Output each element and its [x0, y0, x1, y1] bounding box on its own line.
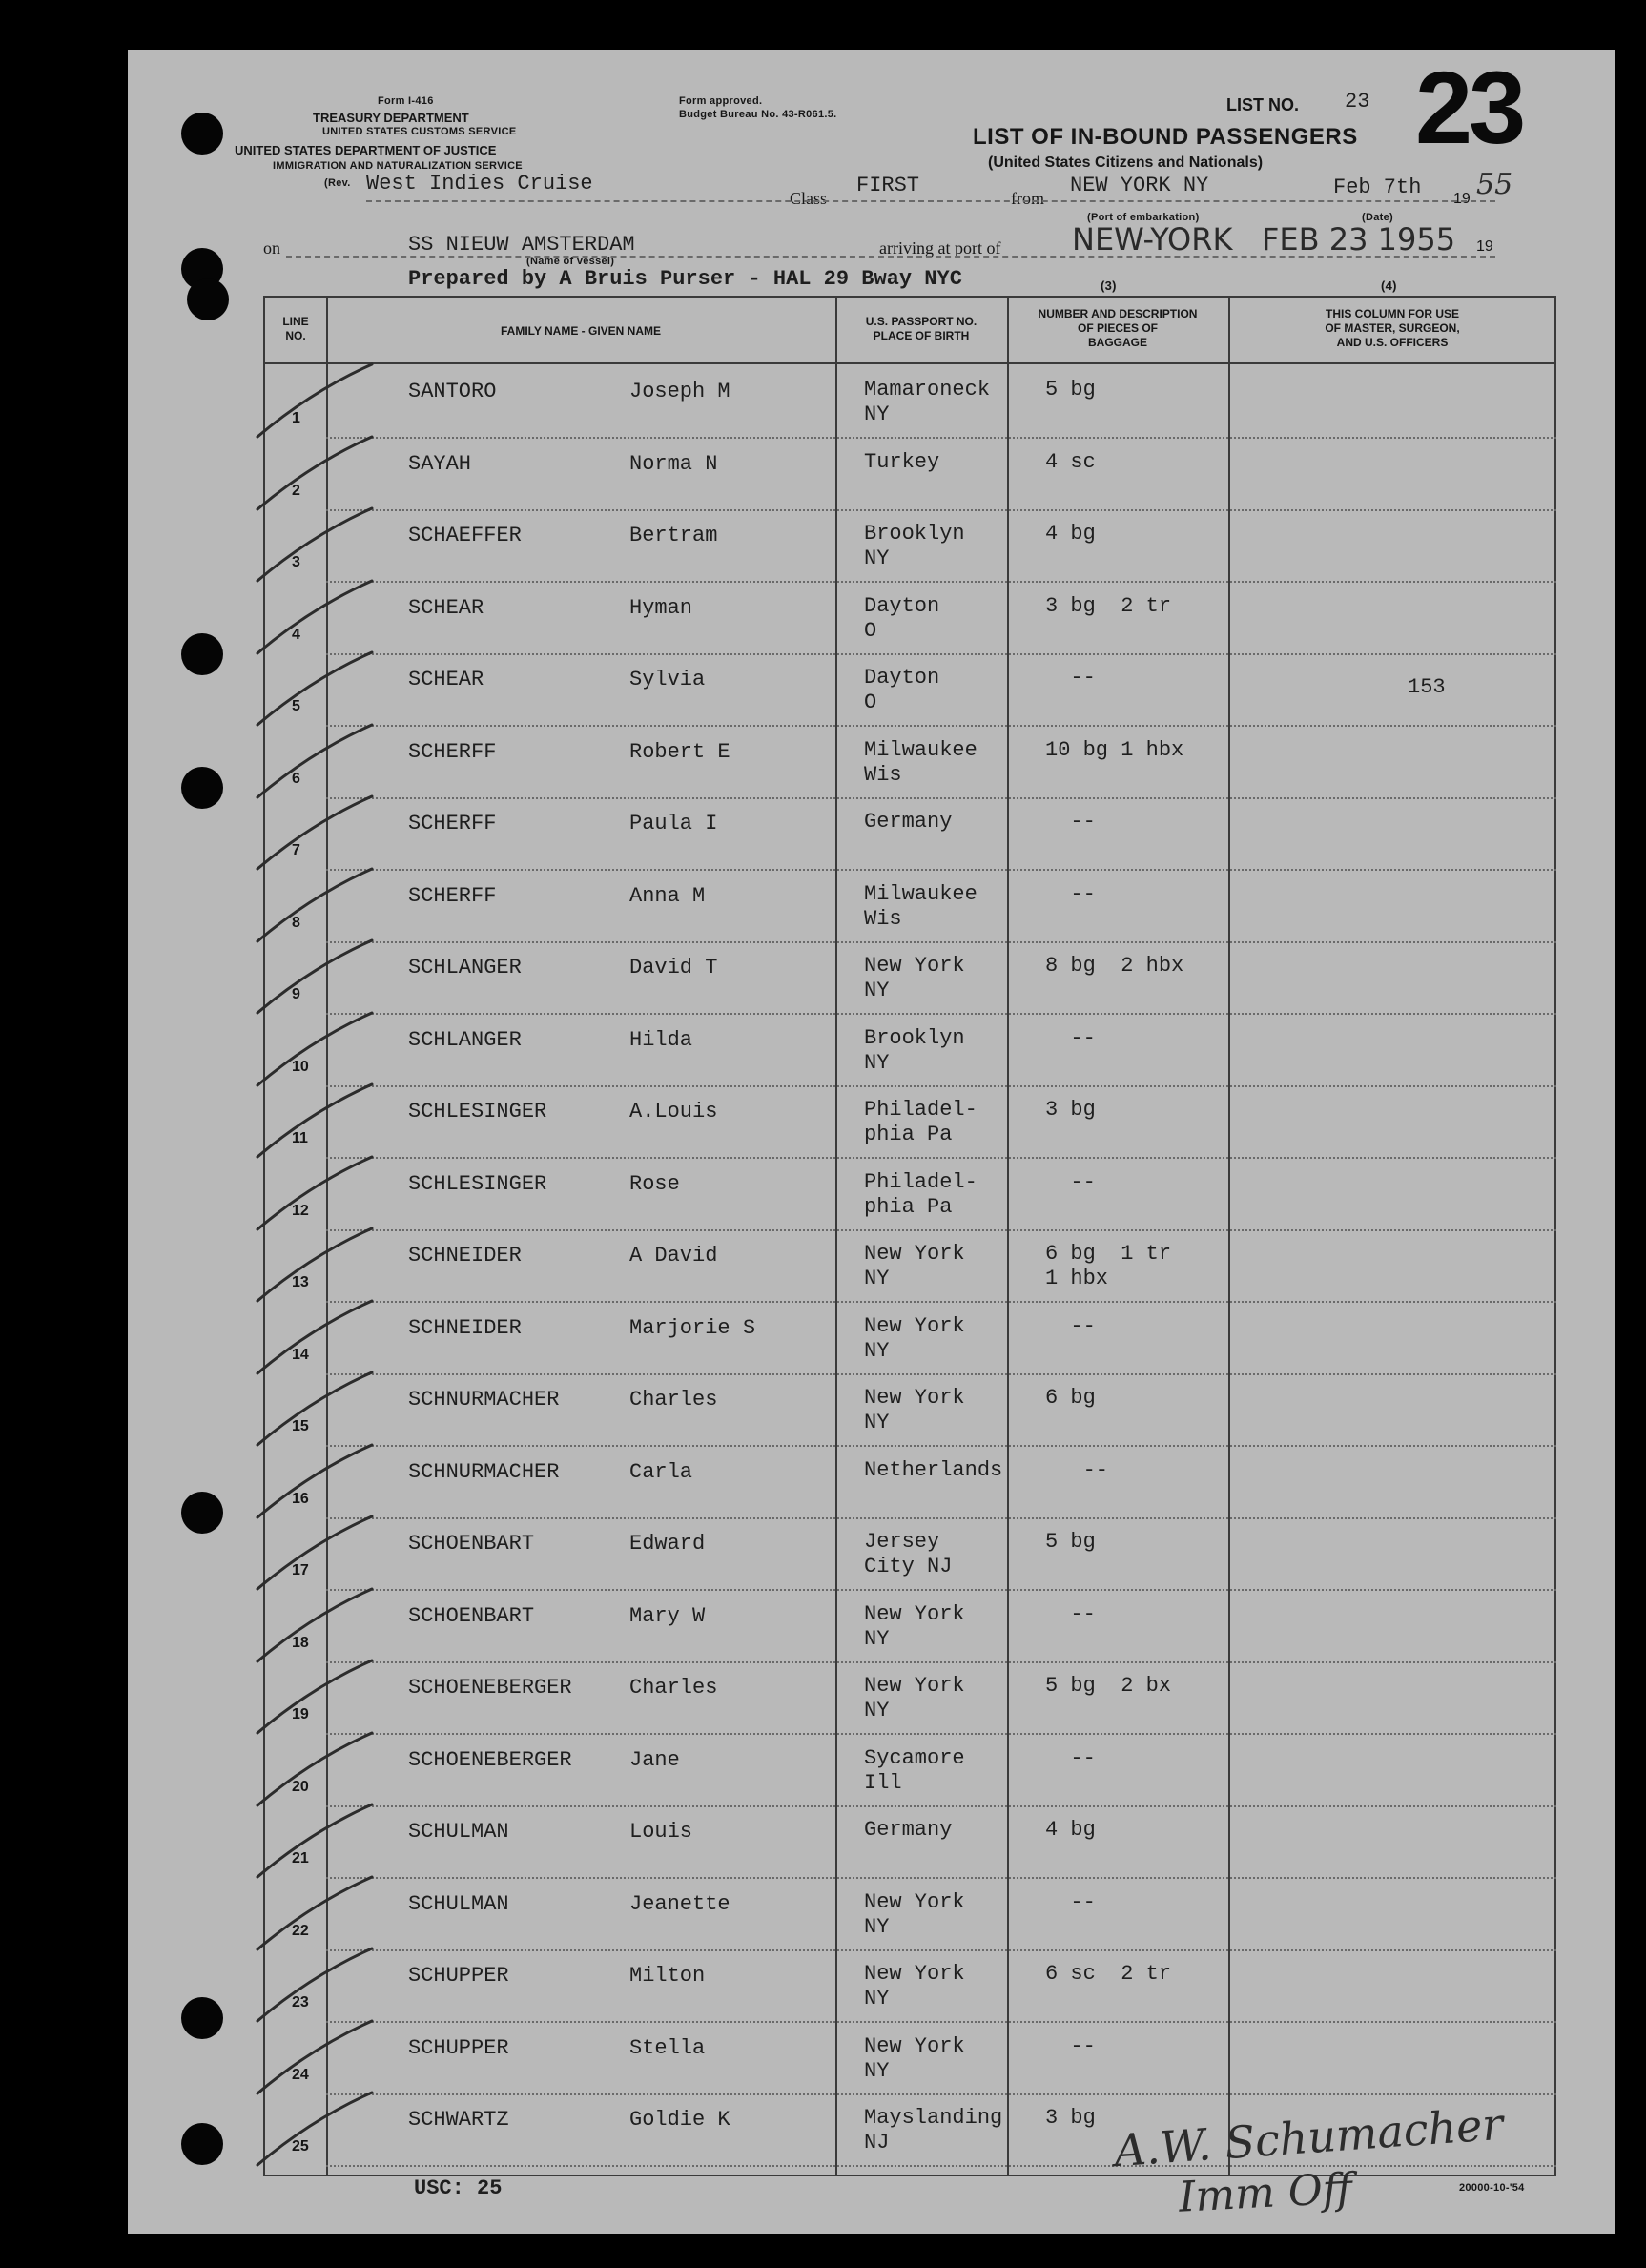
baggage-description: --	[1045, 2033, 1096, 2058]
baggage-description: 3 bg	[1045, 2106, 1096, 2130]
baggage-description: --	[1045, 1601, 1096, 1626]
date-value: Feb 7th	[1333, 175, 1422, 199]
family-name: SCHULMAN	[408, 1820, 509, 1844]
date-caption: (Date)	[1362, 212, 1393, 223]
given-name: Joseph M	[629, 380, 730, 403]
officer-remark: 153	[1408, 675, 1446, 699]
col-header-baggage: NUMBER AND DESCRIPTION OF PIECES OF BAGGAGE	[1038, 307, 1198, 349]
baggage-description: 4 bg	[1045, 522, 1096, 546]
table-row	[263, 2023, 1556, 2095]
table-row	[263, 1447, 1556, 1519]
table-row	[263, 510, 1556, 583]
punch-hole	[181, 633, 223, 675]
family-name: SCHNEIDER	[408, 1315, 522, 1340]
given-name: David T	[629, 956, 718, 979]
line-number: 20	[292, 1778, 309, 1795]
class-value: FIRST	[856, 174, 920, 197]
table-row	[263, 1230, 1556, 1303]
justice-dept: UNITED STATES DEPARTMENT OF JUSTICE	[235, 143, 497, 157]
table-row	[263, 798, 1556, 871]
place-of-birth: Milwaukee Wis	[864, 881, 977, 931]
family-name: SCHERFF	[408, 739, 497, 764]
table-row	[263, 1879, 1556, 1951]
punch-hole	[187, 278, 229, 320]
class-label: Class	[790, 189, 828, 208]
port-embark-caption: (Port of embarkation)	[1087, 212, 1200, 223]
from-value: NEW YORK NY	[1070, 174, 1209, 197]
marker-4: (4)	[1381, 278, 1397, 293]
budget-bureau: Budget Bureau No. 43-R061.5.	[679, 109, 837, 120]
arriving-label: arriving at port of	[879, 238, 1001, 258]
col-header-officers: THIS COLUMN FOR USE OF MASTER, SURGEON, AND U.S. OFFICERS	[1325, 307, 1460, 349]
line-number: 11	[292, 1130, 308, 1146]
line-number: 13	[292, 1274, 309, 1290]
form-approved: Form approved.	[679, 95, 763, 107]
baggage-description: --	[1045, 1169, 1096, 1194]
table-row	[263, 439, 1556, 511]
place-of-birth: Jersey City NJ	[864, 1530, 953, 1578]
line-number: 12	[292, 1202, 309, 1219]
punch-hole	[181, 113, 223, 155]
table-row	[263, 1518, 1556, 1591]
family-name: SCHUPPER	[408, 2035, 509, 2060]
arrival-stamp: NEW-YORK FEB 23 1955	[1072, 221, 1456, 258]
marker-3: (3)	[1101, 278, 1117, 293]
table-row	[263, 1735, 1556, 1807]
page-title: LIST OF IN-BOUND PASSENGERS	[973, 124, 1358, 150]
page-subtitle: (United States Citizens and Nationals)	[988, 155, 1264, 171]
line-number: 22	[292, 1922, 309, 1939]
officer-title: Imm Off	[1177, 2164, 1354, 2222]
place-of-birth: Mamaroneck NY	[864, 378, 991, 426]
family-name: SCHWARTZ	[408, 2108, 509, 2132]
place-of-birth: Brooklyn NY	[864, 1025, 965, 1075]
line-number: 19	[292, 1706, 309, 1722]
line-number: 14	[292, 1346, 309, 1363]
line-number: 21	[292, 1850, 309, 1866]
family-name: SCHNURMACHER	[408, 1459, 560, 1484]
family-name: SCHNURMACHER	[408, 1388, 560, 1412]
baggage-description: 6 sc 2 tr	[1045, 1962, 1172, 1986]
place-of-birth: New York NY	[864, 954, 965, 1002]
table-row	[263, 1950, 1556, 2023]
given-name: Milton	[629, 1964, 706, 1988]
place-of-birth: Turkey	[864, 449, 940, 474]
table-row	[263, 1015, 1556, 1087]
list-no-stamp: 23	[1415, 50, 1523, 165]
year-suffix: 55	[1476, 168, 1513, 201]
baggage-description: --	[1045, 1889, 1096, 1914]
given-name: Mary W	[629, 1603, 706, 1628]
vessel-name: SS NIEUW AMSTERDAM	[408, 233, 635, 257]
vessel-caption: (Name of vessel)	[526, 256, 615, 267]
vessel-underline	[286, 256, 1495, 258]
col-header-name: FAMILY NAME - GIVEN NAME	[500, 324, 662, 338]
baggage-description: --	[1045, 1745, 1096, 1770]
row-divider	[326, 2165, 1556, 2167]
usc-count: USC: 25	[414, 2176, 503, 2200]
baggage-description: 3 bg 2 tr	[1045, 593, 1172, 618]
given-name: Rose	[629, 1171, 680, 1196]
voyage-underline	[366, 200, 1495, 202]
line-number: 17	[292, 1562, 309, 1578]
family-name: SCHEAR	[408, 595, 484, 620]
given-name: Marjorie S	[629, 1315, 756, 1340]
punch-hole	[181, 2123, 223, 2165]
family-name: SCHLESINGER	[408, 1171, 547, 1196]
baggage-description: 5 bg	[1045, 378, 1096, 402]
given-name: Sylvia	[629, 668, 706, 691]
line-number: 15	[292, 1418, 309, 1434]
baggage-description: 8 bg 2 hbx	[1045, 954, 1184, 978]
punch-hole	[181, 767, 223, 809]
family-name: SCHEAR	[408, 668, 484, 691]
given-name: Robert E	[629, 739, 730, 764]
line-number: 6	[292, 770, 300, 787]
given-name: A David	[629, 1244, 718, 1268]
family-name: SCHLANGER	[408, 956, 522, 979]
baggage-description: 4 bg	[1045, 1818, 1096, 1842]
family-name: SCHOENBART	[408, 1532, 535, 1556]
family-name: SCHERFF	[408, 812, 497, 835]
place-of-birth: Brooklyn NY	[864, 522, 965, 570]
cruise-name: West Indies Cruise	[366, 172, 593, 196]
line-number: 23	[292, 1994, 309, 2010]
place-of-birth: New York NY	[864, 1674, 965, 1722]
given-name: Stella	[629, 2035, 706, 2060]
family-name: SCHERFF	[408, 883, 497, 908]
prepared-by: Prepared by A Bruis Purser - HAL 29 Bway NYC	[408, 267, 962, 291]
baggage-description: 6 bg	[1045, 1386, 1096, 1410]
rev-label: (Rev.	[324, 177, 351, 189]
list-no-label: LIST NO.	[1226, 95, 1299, 114]
line-number: 25	[292, 2138, 309, 2155]
line-number: 4	[292, 626, 300, 643]
place-of-birth: New York NY	[864, 1242, 965, 1290]
given-name: Louis	[629, 1820, 693, 1844]
given-name: Bertram	[629, 524, 718, 547]
given-name: Carla	[629, 1459, 693, 1484]
line-number: 3	[292, 554, 300, 570]
from-label: from	[1011, 189, 1044, 208]
place-of-birth: Germany	[864, 810, 953, 834]
given-name: Hilda	[629, 1027, 693, 1052]
baggage-description: --	[1045, 1313, 1096, 1338]
family-name: SCHNEIDER	[408, 1244, 522, 1268]
family-name: SAYAH	[408, 451, 472, 476]
baggage-description: 6 bg 1 tr 1 hbx	[1045, 1242, 1172, 1290]
place-of-birth: New York NY	[864, 1962, 965, 2010]
table-row	[263, 654, 1556, 727]
baggage-description: --	[1045, 666, 1096, 690]
customs-service: UNITED STATES CUSTOMS SERVICE	[322, 126, 517, 137]
table-row	[263, 1086, 1556, 1159]
line-number: 9	[292, 986, 300, 1002]
given-name: Charles	[629, 1676, 718, 1700]
punch-hole	[181, 1997, 223, 2039]
place-of-birth: Netherlands	[864, 1457, 1003, 1482]
place-of-birth: Dayton O	[864, 593, 940, 643]
given-name: Anna M	[629, 883, 706, 908]
family-name: SCHULMAN	[408, 1891, 509, 1916]
line-number: 10	[292, 1058, 309, 1075]
line-number: 18	[292, 1634, 309, 1651]
place-of-birth: Dayton O	[864, 666, 940, 714]
baggage-description: 5 bg 2 bx	[1045, 1674, 1172, 1698]
family-name: SCHUPPER	[408, 1964, 509, 1988]
baggage-description: --	[1045, 810, 1096, 834]
line-number: 7	[292, 842, 300, 858]
given-name: Goldie K	[629, 2108, 730, 2132]
family-name: SCHLESINGER	[408, 1100, 547, 1124]
table-row	[263, 942, 1556, 1015]
place-of-birth: Philadel- phia Pa	[864, 1098, 977, 1146]
place-of-birth: New York NY	[864, 1601, 965, 1651]
family-name: SCHAEFFER	[408, 524, 522, 547]
place-of-birth: Sycamore Ill	[864, 1745, 965, 1795]
table-row	[263, 1303, 1556, 1375]
place-of-birth: New York NY	[864, 1889, 965, 1939]
family-name: SCHOENBART	[408, 1603, 535, 1628]
given-name: Jeanette	[629, 1891, 730, 1916]
baggage-description: --	[1045, 881, 1096, 906]
table-row	[263, 1159, 1556, 1231]
line-number: 24	[292, 2066, 309, 2083]
place-of-birth: New York NY	[864, 2033, 965, 2083]
arrival-year: 19	[1476, 238, 1493, 255]
place-of-birth: New York NY	[864, 1386, 965, 1434]
family-name: SCHLANGER	[408, 1027, 522, 1052]
family-name: SANTORO	[408, 380, 497, 403]
punch-hole	[181, 1492, 223, 1534]
form-code: 20000-10-'54	[1459, 2182, 1525, 2194]
place-of-birth: Philadel- phia Pa	[864, 1169, 977, 1219]
family-name: SCHOENEBERGER	[408, 1747, 572, 1772]
table-row	[263, 1806, 1556, 1879]
line-number: 5	[292, 698, 300, 714]
table-row	[263, 1591, 1556, 1663]
table-row	[263, 1374, 1556, 1447]
baggage-description: 10 bg 1 hbx	[1045, 737, 1184, 762]
table-row	[263, 366, 1556, 439]
baggage-description: --	[1045, 1025, 1096, 1050]
baggage-description: 4 sc	[1045, 449, 1096, 474]
given-name: Hyman	[629, 595, 693, 620]
ins-service: IMMIGRATION AND NATURALIZATION SERVICE	[273, 160, 523, 172]
line-number: 8	[292, 914, 300, 931]
col-header-passport: U.S. PASSPORT NO. PLACE OF BIRTH	[865, 315, 977, 342]
place-of-birth: Milwaukee Wis	[864, 737, 977, 787]
given-name: Norma N	[629, 451, 718, 476]
given-name: Paula I	[629, 812, 718, 835]
table-row	[263, 871, 1556, 943]
table-row	[263, 1662, 1556, 1735]
baggage-description: --	[1045, 1457, 1109, 1482]
treasury-dept: TREASURY DEPARTMENT	[313, 111, 469, 125]
place-of-birth: New York NY	[864, 1313, 965, 1363]
family-name: SCHOENEBERGER	[408, 1676, 572, 1700]
given-name: A.Louis	[629, 1100, 718, 1124]
given-name: Jane	[629, 1747, 680, 1772]
given-name: Edward	[629, 1532, 706, 1556]
baggage-description: 3 bg	[1045, 1098, 1096, 1122]
list-no-typed: 23	[1345, 90, 1370, 113]
line-number: 16	[292, 1490, 309, 1507]
table-header-rule	[263, 362, 1556, 364]
place-of-birth: Mayslanding NJ	[864, 2106, 1003, 2155]
year-prefix: 19	[1453, 191, 1471, 207]
officer-signature: A.W. Schumacher	[1112, 2097, 1505, 2177]
col-header-line-no: LINE NO.	[282, 315, 309, 342]
on-label: on	[263, 238, 280, 258]
given-name: Charles	[629, 1388, 718, 1412]
line-number: 1	[292, 410, 300, 426]
table-row	[263, 583, 1556, 655]
line-number: 2	[292, 482, 300, 499]
form-number: Form I-416	[378, 95, 434, 107]
table-row	[263, 727, 1556, 799]
place-of-birth: Germany	[864, 1818, 953, 1842]
tally-check-mark	[254, 2087, 387, 2173]
baggage-description: 5 bg	[1045, 1530, 1096, 1554]
